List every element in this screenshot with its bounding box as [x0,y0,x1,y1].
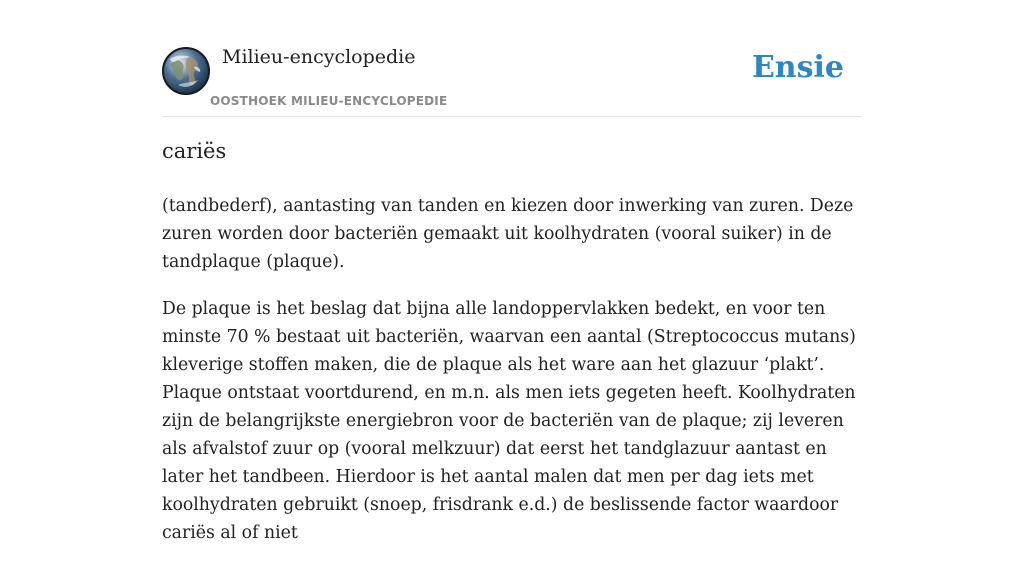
article-body [162,192,862,566]
site-header [162,44,862,117]
earth-globe-icon[interactable] [162,47,210,95]
site-name[interactable]: Milieu-encyclopedie [222,46,416,68]
page-title: cariës [162,139,227,163]
article-paragraph: (tandbederf), aantasting van tanden en kiezen door inwerking van zuren. Deze zuren worden door bacteriën gemaakt uit koolhydraten (vooral suiker) in de tandplaque (plaque). [162,196,854,272]
article-paragraph: De plaque is het beslag dat bijna alle landoppervlakken bedekt, en voor ten minste 70 % bestaat uit bacteriën, waarvan een aantal (Streptococcus mutans) kleverige stoffen maken, die de plaque als het ware aan het glazuur ‘plakt’. Plaque ontstaat voortdurend, en m.n. als men iets gegeten heeft. Koolhydraten zijn de belangrijkste energiebron voor de bacteriën van de plaque; zij leveren als afvalstof zuur op (vooral melkzuur) dat eerst het tandglazuur aantast en later het tandbeen. Hierdoor is het aantal malen dat men per dag iets met koolhydraten gebruikt (snoep, frisdrank e.d.) de beslissende factor waardoor cariës al of niet [162,299,856,543]
ensie-logo[interactable]: Ensie [751,50,844,85]
site-subtitle[interactable]: OOSTHOEK MILIEU-ENCYCLOPEDIE [210,94,448,108]
earth-globe-graphic [164,49,208,93]
